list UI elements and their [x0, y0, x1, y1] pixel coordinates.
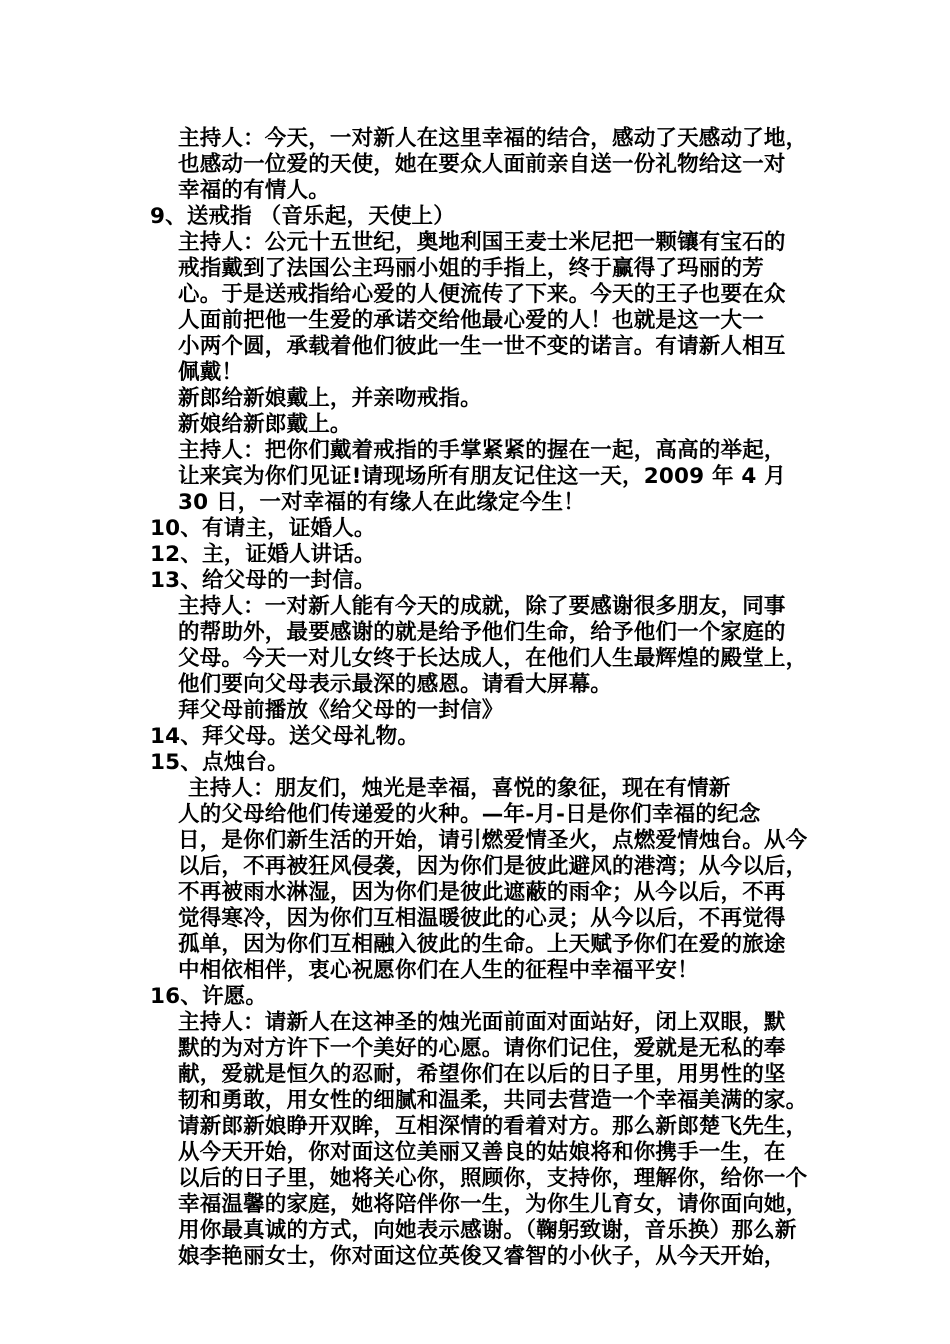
text-line: 幸福温馨的家庭，她将陪伴你一生，为你生儿育女，请你面向她， [178, 1192, 808, 1217]
text-line: 父母。今天一对儿女终于长达成人，在他们人生最辉煌的殿堂上， [178, 646, 808, 671]
text-line: 以后的日子里，她将关心你，照顾你，支持你，理解你，给你一个 [178, 1166, 808, 1191]
section-heading: 10、有请主，证婚人。 [150, 516, 376, 541]
text-line: 主持人：朋友们，烛光是幸福，喜悦的象征，现在有情新 [188, 776, 731, 801]
text-line: 让来宾为你们见证!请现场所有朋友记住这一天，2009 年 4 月 [178, 464, 786, 489]
text-line: 新娘给新郎戴上。 [178, 412, 352, 437]
text-line: 主持人：公元十五世纪，奥地利国王麦士米尼把一颗镶有宝石的 [178, 230, 786, 255]
text-line: 30 日，一对幸福的有缘人在此缘定今生！ [178, 490, 585, 515]
text-line: 人面前把他一生爱的承诺交给他最心爱的人！也就是这一大一 [178, 308, 764, 333]
section-heading: 12、主，证婚人讲话。 [150, 542, 376, 567]
section-heading: 9、送戒指 （音乐起，天使上） [150, 204, 455, 229]
text-line: 戒指戴到了法国公主玛丽小姐的手指上，终于赢得了玛丽的芳 [178, 256, 764, 281]
text-line: 人的父母给他们传递爱的火种。—年-月-日是你们幸福的纪念 [178, 802, 761, 827]
text-line: 主持人：请新人在这神圣的烛光面前面对面站好，闭上双眼，默 [178, 1010, 786, 1035]
section-heading: 14、拜父母。送父母礼物。 [150, 724, 420, 749]
text-line: 中相依相伴，衷心祝愿你们在人生的征程中幸福平安！ [178, 958, 699, 983]
text-line: 小两个圆，承载着他们彼此一生一世不变的诺言。有请新人相互 [178, 334, 786, 359]
text-line: 主持人：今天，一对新人在这里幸福的结合，感动了天感动了地， [178, 126, 808, 151]
text-line: 以后，不再被狂风侵袭，因为你们是彼此避风的港湾；从今以后， [178, 854, 808, 879]
text-line: 默的为对方许下一个美好的心愿。请你们记住，爱就是无私的奉 [178, 1036, 786, 1061]
text-line: 献，爱就是恒久的忍耐，希望你们在以后的日子里，用男性的坚 [178, 1062, 786, 1087]
text-line: 韧和勇敢，用女性的细腻和温柔，共同去营造一个幸福美满的家。 [178, 1088, 808, 1113]
text-line: 主持人：一对新人能有今天的成就，除了要感谢很多朋友，同事 [178, 594, 786, 619]
text-line: 不再被雨水淋湿，因为你们是彼此遮蔽的雨伞；从今以后，不再 [178, 880, 786, 905]
text-line: 心。于是送戒指给心爱的人便流传了下来。今天的王子也要在众 [178, 282, 786, 307]
section-heading: 16、许愿。 [150, 984, 268, 1009]
text-line: 的帮助外，最要感谢的就是给予他们生命，给予他们一个家庭的 [178, 620, 786, 645]
text-line: 也感动一位爱的天使，她在要众人面前亲自送一份礼物给这一对 [178, 152, 786, 177]
text-line: 新郎给新娘戴上，并亲吻戒指。 [178, 386, 482, 411]
text-line: 觉得寒冷，因为你们互相温暖彼此的心灵；从今以后，不再觉得 [178, 906, 786, 931]
text-line: 主持人：把你们戴着戒指的手掌紧紧的握在一起，高高的举起， [178, 438, 786, 463]
text-line: 佩戴！ [178, 360, 244, 385]
text-line: 用你最真诚的方式，向她表示感谢。（鞠躬致谢，音乐换）那么新 [178, 1218, 797, 1243]
text-line: 从今天开始，你对面这位美丽又善良的姑娘将和你携手一生，在 [178, 1140, 786, 1165]
text-line: 孤单，因为你们互相融入彼此的生命。上天赋予你们在爱的旅途 [178, 932, 786, 957]
text-line: 娘李艳丽女士，你对面这位英俊又睿智的小伙子，从今天开始， [178, 1244, 786, 1269]
text-line: 拜父母前播放《给父母的一封信》 [178, 698, 504, 723]
text-line: 请新郎新娘睁开双眸，互相深情的看着对方。那么新郎楚飞先生， [178, 1114, 808, 1139]
text-line: 日，是你们新生活的开始，请引燃爱情圣火，点燃爱情烛台。从今 [178, 828, 808, 853]
section-heading: 15、点烛台。 [150, 750, 289, 775]
section-heading: 13、给父母的一封信。 [150, 568, 376, 593]
text-line: 他们要向父母表示最深的感恩。请看大屏幕。 [178, 672, 613, 697]
text-line: 幸福的有情人。 [178, 178, 330, 203]
